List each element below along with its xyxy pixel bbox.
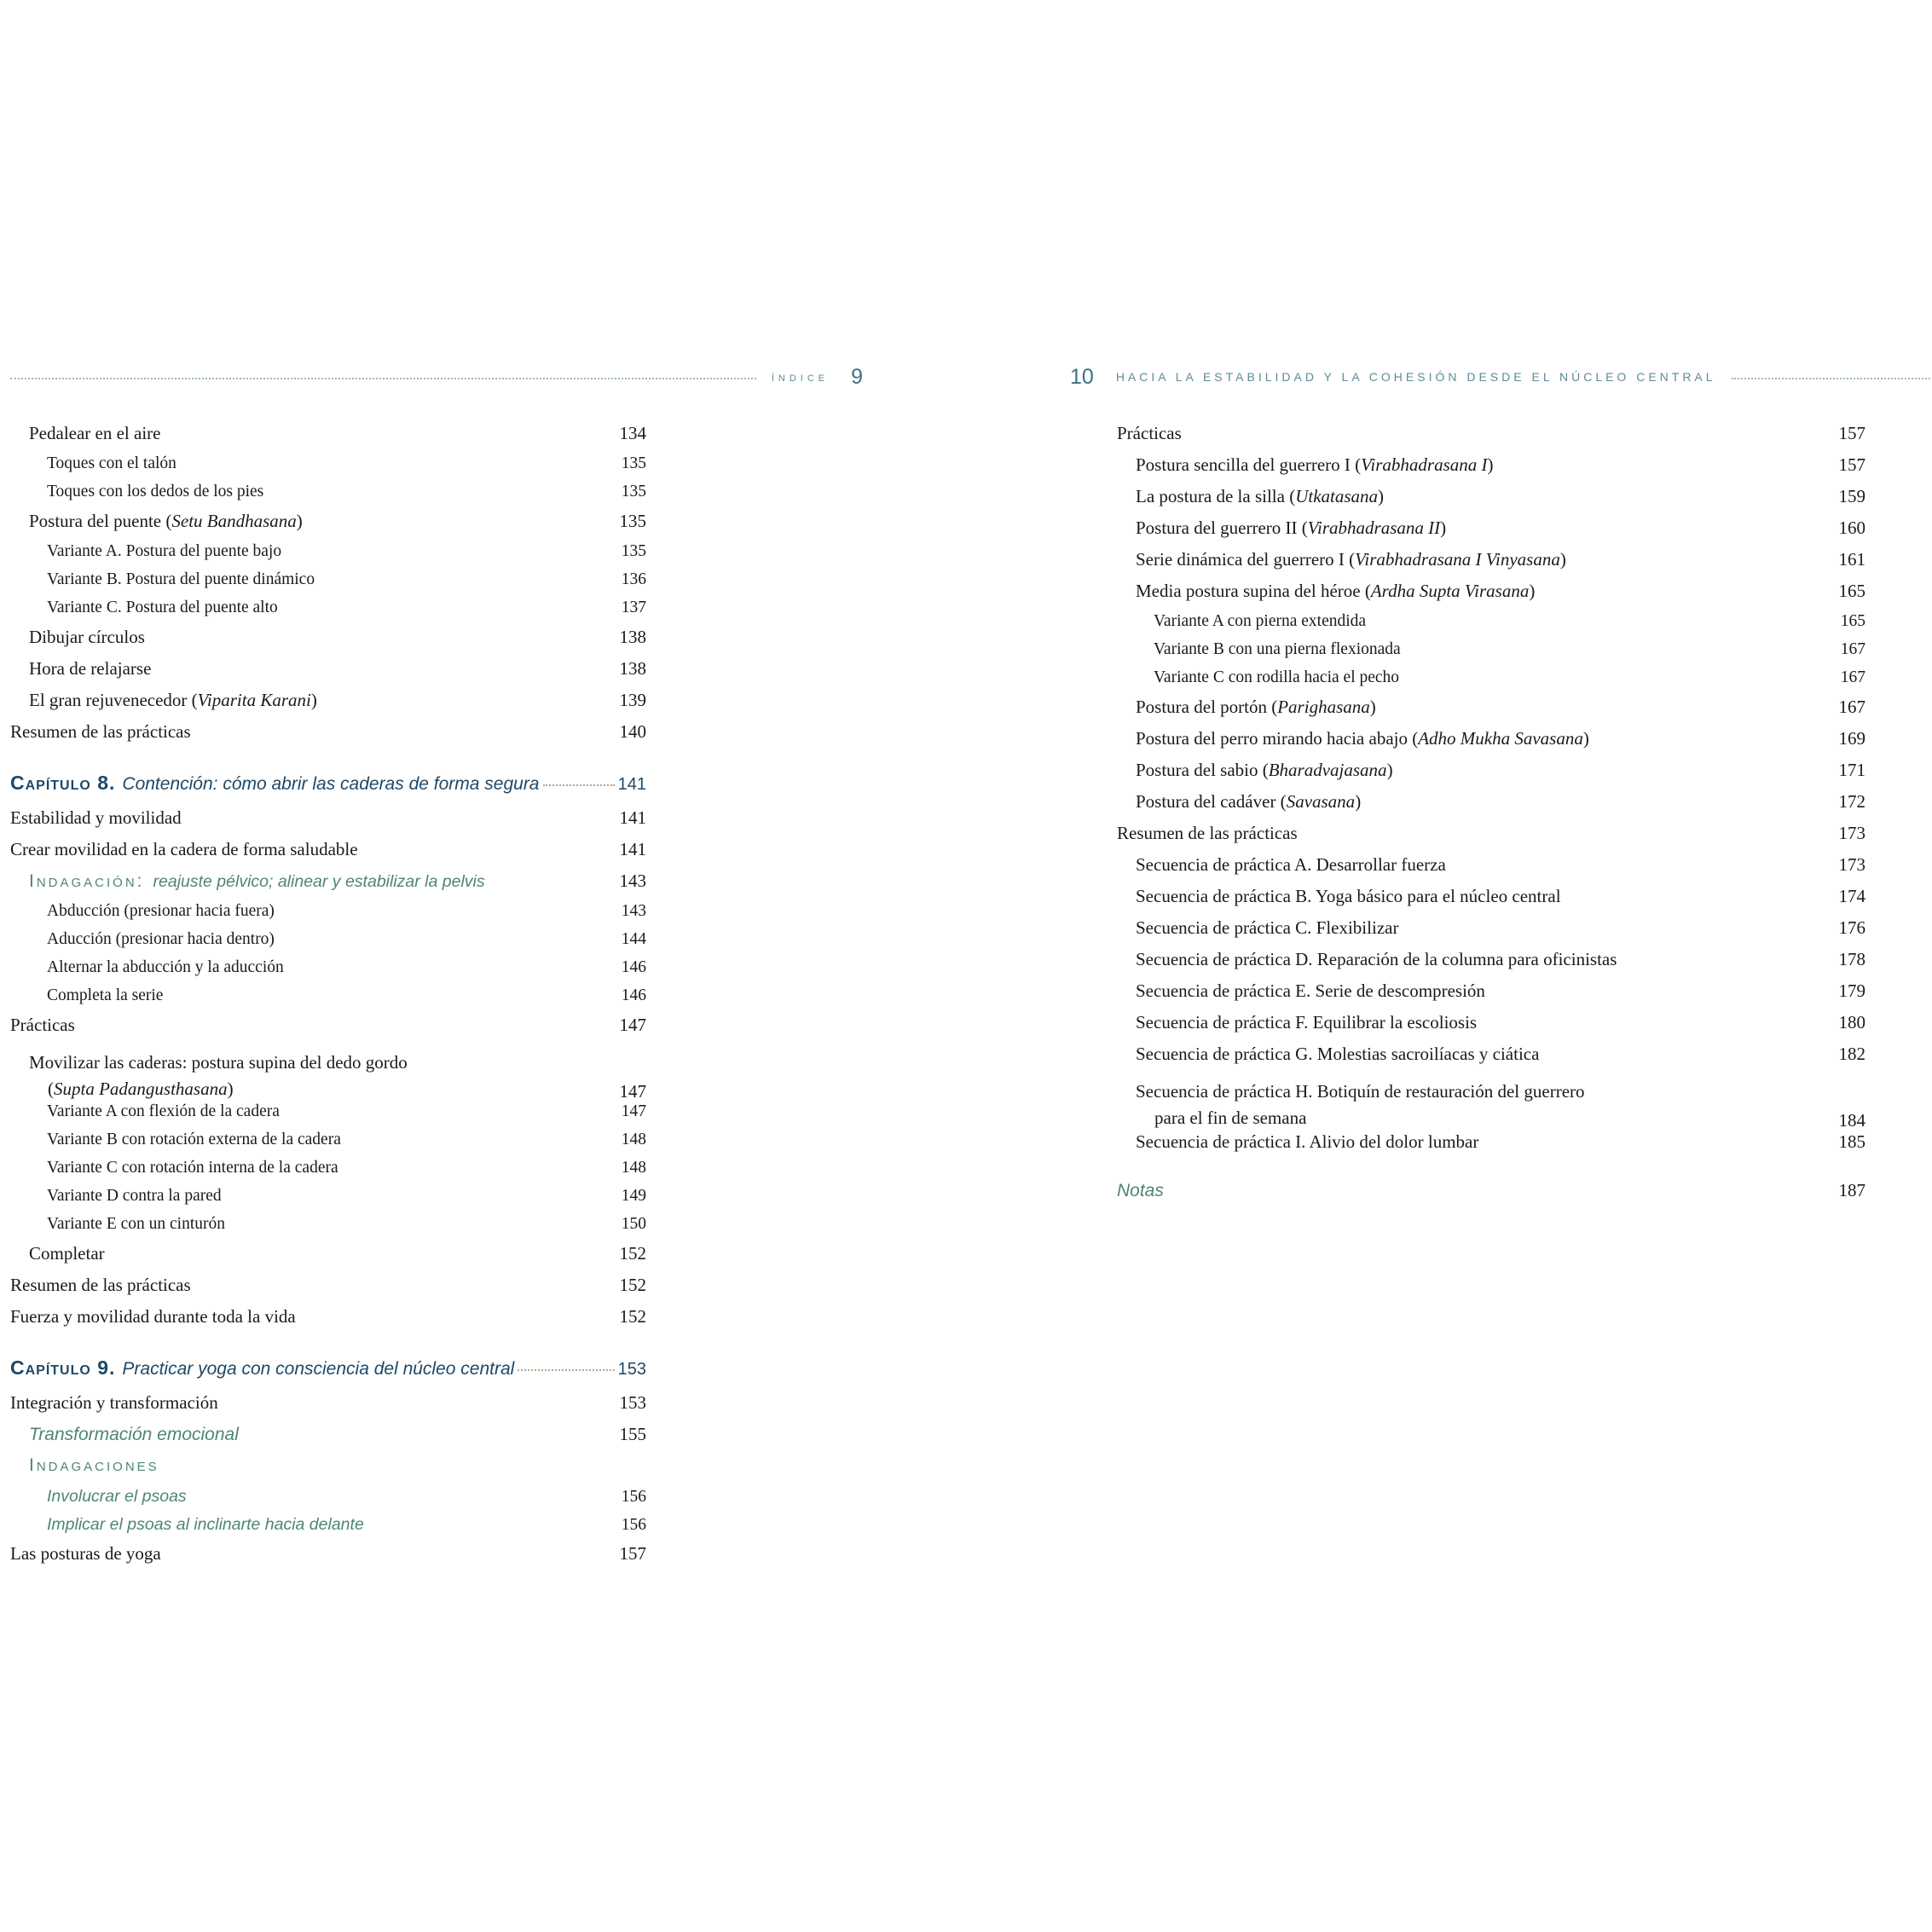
entry-page: 147 bbox=[619, 1015, 646, 1035]
entry-title: El gran rejuvenecedor (Viparita Karani) bbox=[29, 690, 317, 710]
chapter-title: Contención: cómo abrir las caderas de forma segura bbox=[122, 774, 540, 794]
entry-title: Postura sencilla del guerrero I (Virabhadrasana I) bbox=[1136, 454, 1494, 475]
chapter-8-heading[interactable] bbox=[10, 772, 646, 807]
entry-title: Abducción (presionar hacia fuera) bbox=[47, 902, 275, 920]
entry-title: Involucrar el psoas bbox=[47, 1487, 187, 1506]
entry-title: Resumen de las prácticas bbox=[10, 1275, 191, 1295]
toc-entry[interactable] bbox=[1117, 697, 1865, 728]
toc-entry[interactable] bbox=[10, 627, 646, 658]
toc-entry[interactable] bbox=[1117, 1075, 1865, 1131]
entry-title: Dibujar círculos bbox=[29, 627, 145, 647]
entry-page: 169 bbox=[1838, 728, 1865, 749]
toc-entry[interactable] bbox=[10, 1046, 646, 1102]
entry-title: Postura del guerrero II (Virabhadrasana II) bbox=[1136, 518, 1447, 538]
entry-title: Postura del portón (Parighasana) bbox=[1136, 697, 1376, 717]
entry-title: Secuencia de práctica B. Yoga básico para el núcleo central bbox=[1136, 886, 1561, 906]
chapter-label: Capítulo 8. bbox=[10, 772, 116, 794]
entry-title: Integración y transformación bbox=[10, 1392, 218, 1413]
entry-title: Secuencia de práctica H. Botiquín de restauración del guerrero para el fin de semana bbox=[1136, 1081, 1585, 1128]
toc-entry[interactable] bbox=[10, 690, 646, 721]
entry-title: Secuencia de práctica I. Alivio del dolor lumbar bbox=[1136, 1131, 1479, 1152]
toc-entry[interactable] bbox=[10, 423, 646, 454]
entry-title: Secuencia de práctica C. Flexibilizar bbox=[1136, 917, 1399, 938]
entry-page: 179 bbox=[1838, 980, 1865, 1001]
entry-page: 160 bbox=[1838, 518, 1865, 538]
entry-title: Variante C. Postura del puente alto bbox=[47, 599, 278, 616]
entry-title: La postura de la silla (Utkatasana) bbox=[1136, 486, 1385, 506]
entry-page: 135 bbox=[621, 483, 646, 500]
entry-title: Secuencia de práctica F. Equilibrar la escoliosis bbox=[1136, 1012, 1478, 1033]
entry-title: Variante B con una pierna flexionada bbox=[1154, 640, 1401, 658]
entry-title: Secuencia de práctica E. Serie de descompresión bbox=[1136, 980, 1485, 1001]
toc-entry[interactable] bbox=[1117, 1044, 1865, 1075]
entry-page: 173 bbox=[1838, 823, 1865, 843]
toc-entry[interactable] bbox=[1117, 423, 1865, 454]
entry-title: Postura del puente (Setu Bandhasana) bbox=[29, 511, 303, 531]
entry-page: 143 bbox=[621, 902, 646, 920]
entry-title: Variante B. Postura del puente dinámico bbox=[47, 570, 315, 588]
entry-page: 167 bbox=[1840, 668, 1865, 686]
toc-entry[interactable] bbox=[10, 807, 646, 839]
toc-left bbox=[10, 423, 646, 1575]
entry-page: 157 bbox=[1838, 423, 1865, 443]
entry-page: 176 bbox=[1838, 917, 1865, 938]
toc-entry[interactable] bbox=[1117, 854, 1865, 886]
entry-page: 178 bbox=[1838, 949, 1865, 969]
entry-page: 146 bbox=[621, 958, 646, 976]
entry-page: 165 bbox=[1838, 581, 1865, 601]
entry-page: 171 bbox=[1838, 760, 1865, 780]
toc-entry[interactable] bbox=[1117, 1012, 1865, 1044]
entry-page: 155 bbox=[619, 1424, 646, 1444]
entry-title: Postura del sabio (Bharadvajasana) bbox=[1136, 760, 1393, 780]
entry-page: 144 bbox=[621, 930, 646, 948]
toc-entry[interactable] bbox=[10, 986, 646, 1015]
toc-entry[interactable] bbox=[1117, 823, 1865, 854]
toc-entry[interactable] bbox=[10, 1159, 646, 1187]
entry-page: 174 bbox=[1838, 886, 1865, 906]
entry-page: 146 bbox=[621, 986, 646, 1004]
toc-entry[interactable] bbox=[10, 1102, 646, 1131]
toc-entry[interactable] bbox=[10, 1015, 646, 1046]
entry-subtitle: reajuste pélvico; alinear y estabilizar la pelvis bbox=[153, 872, 485, 891]
toc-entry[interactable] bbox=[1117, 668, 1865, 697]
entry-page: 156 bbox=[621, 1516, 646, 1534]
entry-title: Transformación emocional bbox=[29, 1425, 239, 1444]
entry-title: Variante C con rodilla hacia el pecho bbox=[1154, 668, 1400, 686]
entry-title: Notas bbox=[1117, 1181, 1164, 1200]
entry-title: Alternar la abducción y la aducción bbox=[47, 958, 284, 976]
chapter-9-heading[interactable] bbox=[10, 1356, 646, 1392]
toc-entry[interactable] bbox=[1117, 728, 1865, 760]
entry-title: Resumen de las prácticas bbox=[1117, 823, 1298, 843]
entry-page: 135 bbox=[621, 454, 646, 472]
toc-entry[interactable] bbox=[10, 483, 646, 511]
toc-entry[interactable] bbox=[10, 1392, 646, 1424]
entry-title: Las posturas de yoga bbox=[10, 1543, 161, 1564]
entry-page: 187 bbox=[1838, 1180, 1865, 1200]
toc-entry[interactable] bbox=[10, 1455, 646, 1487]
entry-title: Aducción (presionar hacia dentro) bbox=[47, 930, 275, 948]
entry-title: Prácticas bbox=[1117, 423, 1182, 443]
entry-title: Estabilidad y movilidad bbox=[10, 807, 182, 828]
toc-entry[interactable] bbox=[10, 599, 646, 627]
entry-page: 140 bbox=[619, 721, 646, 742]
entry-page: 149 bbox=[621, 1187, 646, 1205]
page-number: 10 bbox=[1070, 364, 1094, 389]
toc-entry[interactable] bbox=[10, 658, 646, 690]
right-page bbox=[966, 0, 1932, 1932]
entry-page: 152 bbox=[619, 1306, 646, 1327]
toc-entry[interactable] bbox=[1117, 486, 1865, 518]
running-head: HACIA LA ESTABILIDAD Y LA COHESIÓN DESDE EL NÚCLEO CENTRAL bbox=[1115, 370, 1716, 384]
toc-entry[interactable] bbox=[10, 1187, 646, 1215]
entry-title: Toques con el talón bbox=[47, 454, 176, 472]
entry-page: 141 bbox=[619, 839, 646, 859]
entry-title: Hora de relajarse bbox=[29, 658, 152, 679]
toc-entry[interactable] bbox=[10, 1131, 646, 1159]
entry-title: Variante C con rotación interna de la cadera bbox=[47, 1159, 338, 1177]
entry-page: 147 bbox=[619, 1081, 646, 1102]
entry-page: 184 bbox=[1838, 1110, 1865, 1131]
toc-entry[interactable] bbox=[10, 511, 646, 542]
entry-page: 161 bbox=[1838, 549, 1865, 570]
entry-page: 135 bbox=[621, 542, 646, 560]
entry-page: 148 bbox=[621, 1131, 646, 1148]
entry-title: Variante A con flexión de la cadera bbox=[47, 1102, 280, 1120]
entry-page: 180 bbox=[1838, 1012, 1865, 1033]
entry-page: 152 bbox=[619, 1275, 646, 1295]
entry-page: 173 bbox=[1838, 854, 1865, 875]
entry-title: Indagación: reajuste pélvico; alinear y estabilizar la pelvis bbox=[29, 871, 485, 891]
entry-page: 153 bbox=[619, 1392, 646, 1413]
toc-entry[interactable] bbox=[1117, 549, 1865, 581]
entry-title: Toques con los dedos de los pies bbox=[47, 483, 264, 500]
chapter-label: Capítulo 9. bbox=[10, 1356, 116, 1379]
entry-page: 136 bbox=[621, 570, 646, 588]
toc-entry[interactable] bbox=[10, 1515, 646, 1543]
toc-entry[interactable] bbox=[10, 871, 646, 902]
toc-entry[interactable] bbox=[10, 839, 646, 871]
entry-page: 182 bbox=[1838, 1044, 1865, 1064]
toc-entry[interactable] bbox=[10, 1306, 646, 1338]
running-head: índice bbox=[771, 369, 830, 385]
toc-entry[interactable] bbox=[10, 930, 646, 958]
right-running-header bbox=[1070, 360, 1932, 394]
entry-title: Completar bbox=[29, 1243, 105, 1264]
chapter-title: Practicar yoga con consciencia del núcleo central bbox=[122, 1359, 515, 1379]
entry-page: 185 bbox=[1838, 1131, 1865, 1152]
entry-page: 172 bbox=[1838, 791, 1865, 812]
toc-entry[interactable] bbox=[1117, 518, 1865, 549]
toc-right bbox=[1117, 423, 1865, 1212]
entry-title: Pedalear en el aire bbox=[29, 423, 161, 443]
entry-title: Variante D contra la pared bbox=[47, 1187, 222, 1205]
entry-page: 141 bbox=[619, 807, 646, 828]
page-number: 9 bbox=[851, 364, 863, 389]
entry-page: 159 bbox=[1838, 486, 1865, 506]
entry-title: Secuencia de práctica D. Reparación de la columna para oficinistas bbox=[1136, 949, 1617, 969]
header-dotted-rule bbox=[10, 378, 756, 379]
entry-page: 152 bbox=[619, 1243, 646, 1264]
entry-title: Variante A. Postura del puente bajo bbox=[47, 542, 282, 560]
entry-title: Variante B con rotación externa de la cadera bbox=[47, 1131, 341, 1148]
entry-page: 137 bbox=[621, 599, 646, 616]
toc-entry[interactable] bbox=[1117, 454, 1865, 486]
toc-entry[interactable] bbox=[1117, 949, 1865, 980]
toc-entry[interactable] bbox=[10, 721, 646, 753]
toc-entry[interactable] bbox=[1117, 612, 1865, 640]
dot-leader bbox=[518, 1369, 614, 1371]
entry-page: 165 bbox=[1840, 612, 1865, 630]
entry-title: Serie dinámica del guerrero I (Virabhadrasana I Vinyasana) bbox=[1136, 549, 1566, 570]
entry-page: 156 bbox=[621, 1488, 646, 1506]
entry-title: Secuencia de práctica G. Molestias sacroilíacas y ciática bbox=[1136, 1044, 1540, 1064]
chapter-page: 141 bbox=[617, 775, 646, 794]
entry-title: Postura del cadáver (Savasana) bbox=[1136, 791, 1362, 812]
entry-title: Movilizar las caderas: postura supina del dedo gordo (Supta Padangusthasana) bbox=[29, 1052, 408, 1099]
entry-page: 138 bbox=[619, 627, 646, 647]
entry-title: Implicar el psoas al inclinarte hacia delante bbox=[47, 1515, 364, 1534]
entry-title: Fuerza y movilidad durante toda la vida bbox=[10, 1306, 296, 1327]
entry-page: 150 bbox=[621, 1215, 646, 1233]
toc-entry[interactable] bbox=[10, 1215, 646, 1243]
entry-page: 134 bbox=[619, 423, 646, 443]
toc-entry[interactable] bbox=[10, 1543, 646, 1575]
entry-title: Variante A con pierna extendida bbox=[1154, 612, 1367, 630]
toc-entry[interactable] bbox=[10, 958, 646, 986]
toc-entry[interactable] bbox=[10, 542, 646, 570]
toc-entry[interactable] bbox=[1117, 886, 1865, 917]
toc-entry[interactable] bbox=[1117, 1131, 1865, 1163]
toc-entry[interactable] bbox=[1117, 640, 1865, 668]
left-running-header bbox=[10, 360, 863, 394]
toc-entry[interactable] bbox=[10, 570, 646, 599]
toc-entry[interactable] bbox=[1117, 980, 1865, 1012]
toc-entry[interactable] bbox=[10, 454, 646, 483]
entry-title: Prácticas bbox=[10, 1015, 75, 1035]
entry-page: 147 bbox=[621, 1102, 646, 1120]
toc-entry[interactable] bbox=[1117, 791, 1865, 823]
entry-page: 148 bbox=[621, 1159, 646, 1177]
entry-title: Media postura supina del héroe (Ardha Supta Virasana) bbox=[1136, 581, 1536, 601]
toc-entry[interactable] bbox=[10, 1243, 646, 1275]
entry-page: 167 bbox=[1838, 697, 1865, 717]
header-dotted-rule bbox=[1732, 378, 1932, 379]
entry-page: 157 bbox=[1838, 454, 1865, 475]
toc-entry[interactable] bbox=[1117, 917, 1865, 949]
chapter-page: 153 bbox=[617, 1360, 646, 1379]
entry-page: 157 bbox=[619, 1543, 646, 1564]
entry-page: 138 bbox=[619, 658, 646, 679]
entry-title: Postura del perro mirando hacia abajo (Adho Mukha Savasana) bbox=[1136, 728, 1589, 749]
toc-entry[interactable] bbox=[10, 902, 646, 930]
entry-title: Crear movilidad en la cadera de forma saludable bbox=[10, 839, 358, 859]
dot-leader bbox=[543, 784, 615, 786]
entry-title: Completa la serie bbox=[47, 986, 164, 1004]
entry-page: 143 bbox=[619, 871, 646, 891]
toc-entry[interactable] bbox=[10, 1487, 646, 1515]
entry-page: 167 bbox=[1840, 640, 1865, 658]
entry-title: Resumen de las prácticas bbox=[10, 721, 191, 742]
entry-title: Variante E con un cinturón bbox=[47, 1215, 226, 1233]
toc-entry[interactable] bbox=[1117, 581, 1865, 612]
entry-title: Secuencia de práctica A. Desarrollar fuerza bbox=[1136, 854, 1446, 875]
toc-entry[interactable] bbox=[10, 1275, 646, 1306]
toc-entry[interactable] bbox=[1117, 760, 1865, 791]
toc-entry-notas[interactable] bbox=[1117, 1180, 1865, 1212]
entry-title: Indagaciones bbox=[29, 1455, 159, 1475]
entry-page: 135 bbox=[619, 511, 646, 531]
toc-entry[interactable] bbox=[10, 1424, 646, 1455]
entry-page: 139 bbox=[619, 690, 646, 710]
